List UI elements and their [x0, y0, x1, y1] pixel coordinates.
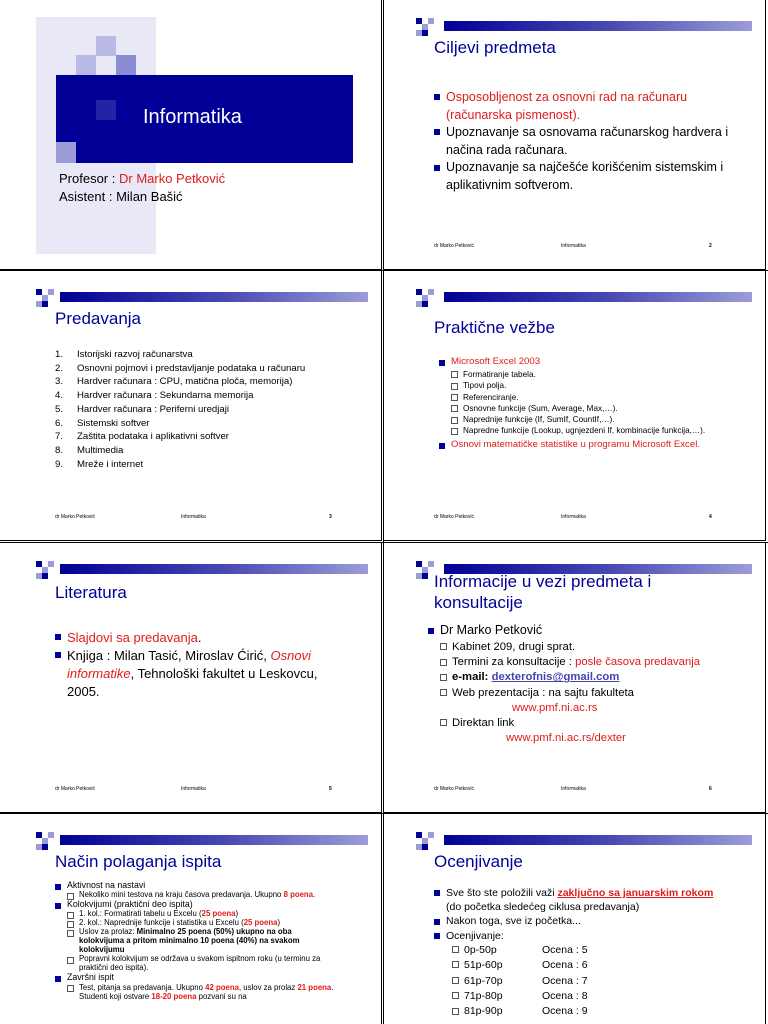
- grade-row: 61p-70p Ocena : 7: [452, 974, 724, 989]
- presentation-title: Informatika: [143, 106, 242, 128]
- page-number: 3: [329, 514, 332, 520]
- footer-course: Informatika: [561, 786, 586, 792]
- sub-item: Kabinet 209, drugi sprat.: [440, 640, 728, 655]
- bullet-list: [439, 356, 739, 451]
- slide-title: Praktične vežbe: [434, 318, 555, 337]
- footer-course: Informatika: [561, 514, 586, 520]
- page-number: 2: [709, 243, 712, 249]
- footer-author: dr Marko Petković: [434, 243, 475, 249]
- bullet-list: [434, 89, 734, 195]
- slide-title: Način polaganja ispita: [55, 852, 222, 871]
- slide-title: Literatura: [55, 583, 127, 602]
- header-decoration: [416, 285, 446, 313]
- sub-item: Tipovi polja.: [451, 380, 739, 391]
- sub-item: 2. kol.: Napredniје funkcije i statistika u Excelu (25 poena): [67, 918, 335, 927]
- footer-author: dr Marko Petković: [55, 786, 96, 792]
- footer-author: dr Marko Petković: [55, 514, 96, 520]
- grade-row: 51p-60p Ocena : 6: [452, 958, 724, 973]
- bullet-list: [434, 886, 724, 1020]
- list-item: Upoznavanje sa najčešće korišćenim sistemskim i aplikativnim softverom.: [434, 159, 734, 194]
- bullet-list: [428, 623, 728, 746]
- deco-square: [116, 55, 136, 75]
- sub-item: Popravni kolokvijum se održava u svakom ispitnom roku (u terminu za praktični deo ispita).: [67, 954, 335, 972]
- list-item: Osposobljenost za osnovni rad na računaru (računarska pismenost).: [434, 89, 734, 124]
- direct-link[interactable]: www.pmf.ni.ac.rs/dexter: [506, 732, 626, 745]
- slide-3: [0, 271, 382, 541]
- slide-title: Ocenjivanje: [434, 852, 523, 871]
- list-item: 4. Hardver računara : Sekundarna memorija: [55, 390, 254, 402]
- footer-course: Informatika: [561, 243, 586, 249]
- list-item: Knjiga : Milan Tasić, Miroslav Ćirić, Osnovi informatike, Tehnološki fakultet u Leskovcu, 2005.: [55, 647, 345, 701]
- list-item: Aktivnost na nastavi Nekoliko mini testova na kraju časova predavanja. Ukupno 8 poena.: [55, 880, 335, 899]
- page-number: 6: [709, 786, 712, 792]
- list-item: Microsoft Excel 2003 Formatiranje tabela. Tipovi polja. Referenciranje. Osnovne funkcije (Sum, Average, Max,…). Napredniје funkcije (If, SumIf, CountIf,…). Napredne funkcije (Lookup, ugnjezdeni If, kombinacije funkcija,…).: [439, 356, 739, 437]
- slide-1: [0, 0, 382, 270]
- footer-course: Informatika: [181, 786, 206, 792]
- list-item: 8. Multimedia: [55, 444, 124, 456]
- bullet-list: [55, 629, 345, 701]
- footer-author: dr Marko Petković: [434, 514, 475, 520]
- sub-list: [67, 890, 335, 899]
- email-link[interactable]: dexterofnis@gmail.com: [491, 671, 620, 684]
- slide-5: [0, 543, 382, 813]
- deco-square: [96, 36, 116, 56]
- sub-item: e-mail: dexterofnis@gmail.com: [440, 670, 728, 685]
- header-bar: [60, 835, 368, 845]
- sub-item: Web prezentacija : na sajtu fakulteta www.pmf.ni.ac.rs: [440, 686, 728, 716]
- list-item: Upoznavanje sa osnovama računarskog hardvera i načina rada računara.: [434, 124, 734, 159]
- header-bar: [444, 21, 752, 31]
- header-bar: [60, 564, 368, 574]
- list-item: 7. Zaštita podataka i aplikativni softver: [55, 431, 229, 443]
- profesor-label: Profesor :: [59, 171, 116, 186]
- sub-item: Nekoliko mini testova na kraju časova predavanja. Ukupno 8 poena.: [67, 890, 335, 899]
- slide-title: Predavanja: [55, 309, 142, 328]
- sub-item: Referenciranje.: [451, 392, 739, 403]
- list-item: Osnovi matematičke statistike u programu Microsoft Excel.: [439, 439, 739, 451]
- sub-list: [67, 909, 335, 972]
- asistent-line: [59, 189, 183, 204]
- list-item: 6. Sistemski softver: [55, 417, 150, 429]
- list-item: Sve što ste položili važi zaključno sa januarskim rokom (do početka sledećeg ciklusa predavanja): [434, 886, 724, 914]
- grade-row: 81p-90p Ocena : 9: [452, 1004, 724, 1019]
- list-item: 2. Osnovni pojmovi i predstavljanje podataka u računaru: [55, 362, 306, 374]
- footer-author: dr Marko Petković: [434, 786, 475, 792]
- footer-course: Informatika: [181, 514, 206, 520]
- sub-item: Napredne funkcije (Lookup, ugnjezdeni If, kombinacije funkcija,…).: [451, 425, 739, 436]
- slide-2: [384, 0, 766, 270]
- slide-6: [384, 543, 766, 813]
- sub-list: [67, 983, 335, 1001]
- header-bar: [444, 292, 752, 302]
- sub-item: 1. kol.: Formatirati tabelu u Excelu (25 poena): [67, 909, 335, 918]
- sub-item: Formatiranje tabela.: [451, 369, 739, 380]
- list-item: 1. Istorijski razvoj računarstva: [55, 349, 193, 360]
- profesor-name: Dr Marko Petković: [118, 171, 226, 186]
- slide-4: [384, 271, 766, 541]
- list-item: Dr Marko Petković Kabinet 209, drugi sprat. Termini za konsultacije : posle časova predavanja e-mail: dexterofnis@gmail.com Web prezentacija : na sajtu fakulteta www.pmf.ni.ac.rs Direktan link www.pmf.ni.ac.rs/dexter: [428, 623, 728, 746]
- grade-row: 71p-80p Ocena : 8: [452, 989, 724, 1004]
- deco-square: [76, 55, 96, 75]
- sub-item: Test, pitanja sa predavanja. Ukupno 42 poena, uslov za prolaz 21 poena. Studenti koji ostvare 18-20 poena pozvani su na: [67, 983, 335, 1001]
- page-number: 4: [709, 514, 712, 520]
- grades-list: [452, 943, 724, 1020]
- asistent-label: Asistent :: [59, 189, 113, 204]
- list-item: Nakon toga, sve iz početka...: [434, 914, 724, 928]
- asistent-name: Milan Bašić: [116, 189, 183, 204]
- list-item: Kolokvijumi (praktični deo ispita) 1. kol.: Formatirati tabelu u Excelu (25 poena) 2. kol.: Napredniје funkcije i statistika u Excelu (25 poena) Uslov za prolaz: Minimalno 25 poena (50%) ukupno na oba kolokvijuma a pritom minimalno 10 poena (40%) na svakom kolokvijumu Popravni kolokvijum se održava u svakom ispitnom roku (u terminu za praktični deo ispita).: [55, 899, 335, 972]
- deco-square: [56, 142, 76, 163]
- slide-8: [384, 814, 766, 1024]
- sub-list: [451, 369, 739, 437]
- list-item: 9. Mreže i internet: [55, 458, 144, 470]
- profesor-line: [59, 171, 225, 186]
- sub-item: Osnovne funkcije (Sum, Average, Max,…).: [451, 403, 739, 414]
- list-item: Ocenjivanje: 0p-50p Ocena : 5 51p-60p Ocena : 6 61p-70p Ocena : 7 71p-80p Ocena : 8 81p-90p Ocena : 9: [434, 929, 724, 1020]
- deco-square: [96, 100, 116, 120]
- header-decoration: [32, 557, 62, 585]
- slide-7: [0, 814, 382, 1024]
- list-item: Slajdovi sa predavanja.: [55, 629, 345, 647]
- sub-item: Uslov za prolaz: Minimalno 25 poena (50%) ukupno na oba kolokvijuma a pritom minimalno 10 poena (40%) na svakom kolokvijumu: [67, 927, 335, 954]
- slide-title: Ciljevi predmeta: [434, 38, 556, 57]
- sub-item: Napredniје funkcije (If, SumIf, CountIf,…).: [451, 414, 739, 425]
- sub-item: Termini za konsultacije : posle časova predavanja: [440, 655, 728, 670]
- list-item: Završni ispit Test, pitanja sa predavanja. Ukupno 42 poena, uslov za prolaz 21 poena. Studenti koji ostvare 18-20 poena pozvani su na: [55, 972, 335, 1000]
- sub-list: [440, 640, 728, 746]
- page-number: 5: [329, 786, 332, 792]
- header-bar: [60, 292, 368, 302]
- header-bar: [444, 835, 752, 845]
- web-link[interactable]: www.pmf.ni.ac.rs: [512, 701, 598, 714]
- sub-item: Direktan link www.pmf.ni.ac.rs/dexter: [440, 716, 728, 746]
- list-item: 5. Hardver računara : Periferni uredjaji: [55, 403, 229, 415]
- topics-list: [55, 348, 305, 471]
- list-item: 3. Hardver računara : CPU, matična ploča, memorija): [55, 376, 293, 388]
- grade-row: 0p-50p Ocena : 5: [452, 943, 724, 958]
- slide-title: Informacije u vezi predmeta i konsultacije: [434, 572, 652, 612]
- bullet-list: [55, 880, 335, 1001]
